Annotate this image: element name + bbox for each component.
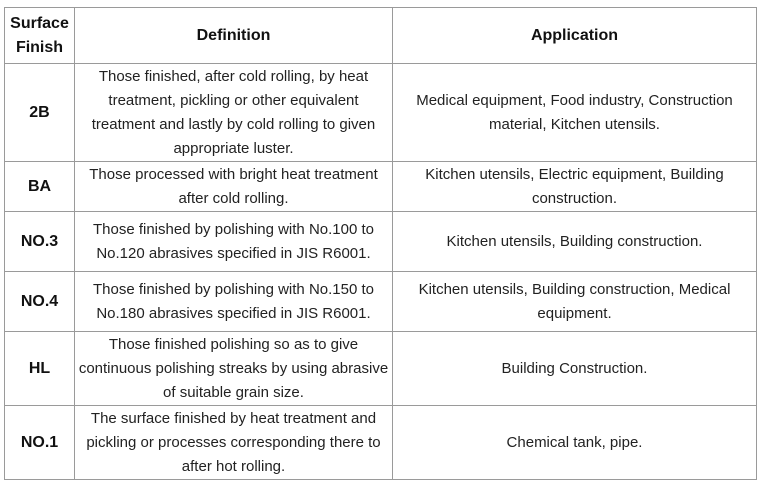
finish-application: Kitchen utensils, Building construction, Medical equipment. — [393, 272, 757, 332]
finish-definition: Those finished, after cold rolling, by heat treatment, pickling or other equivalent treatment and lastly by cold rolling to given appropriate luster. — [75, 64, 393, 162]
finish-code: BA — [5, 162, 75, 212]
table-row — [5, 212, 757, 272]
finish-code: HL — [5, 332, 75, 406]
finish-definition: Those finished polishing so as to give continuous polishing streaks by using abrasive of suitable grain size. — [75, 332, 393, 406]
finish-definition: Those finished by polishing with No.150 to No.180 abrasives specified in JIS R6001. — [75, 272, 393, 332]
finish-code: 2B — [5, 64, 75, 162]
table-row — [5, 332, 757, 406]
finish-code: NO.3 — [5, 212, 75, 272]
finish-application: Chemical tank, pipe. — [393, 406, 757, 480]
header-application: Application — [393, 8, 757, 64]
finish-definition: Those processed with bright heat treatment after cold rolling. — [75, 162, 393, 212]
table-header-row — [5, 8, 757, 64]
finish-application: Kitchen utensils, Building construction. — [393, 212, 757, 272]
finish-definition: The surface finished by heat treatment and pickling or processes corresponding there to after hot rolling. — [75, 406, 393, 480]
finish-definition: Those finished by polishing with No.100 to No.120 abrasives specified in JIS R6001. — [75, 212, 393, 272]
table-row — [5, 406, 757, 480]
table-row — [5, 162, 757, 212]
surface-finish-table — [4, 7, 757, 480]
header-surface-finish: Surface Finish — [5, 8, 75, 64]
finish-code: NO.4 — [5, 272, 75, 332]
table-row — [5, 272, 757, 332]
header-definition: Definition — [75, 8, 393, 64]
table-row — [5, 64, 757, 162]
finish-application: Kitchen utensils, Electric equipment, Building construction. — [393, 162, 757, 212]
finish-application: Building Construction. — [393, 332, 757, 406]
finish-application: Medical equipment, Food industry, Construction material, Kitchen utensils. — [393, 64, 757, 162]
finish-code: NO.1 — [5, 406, 75, 480]
